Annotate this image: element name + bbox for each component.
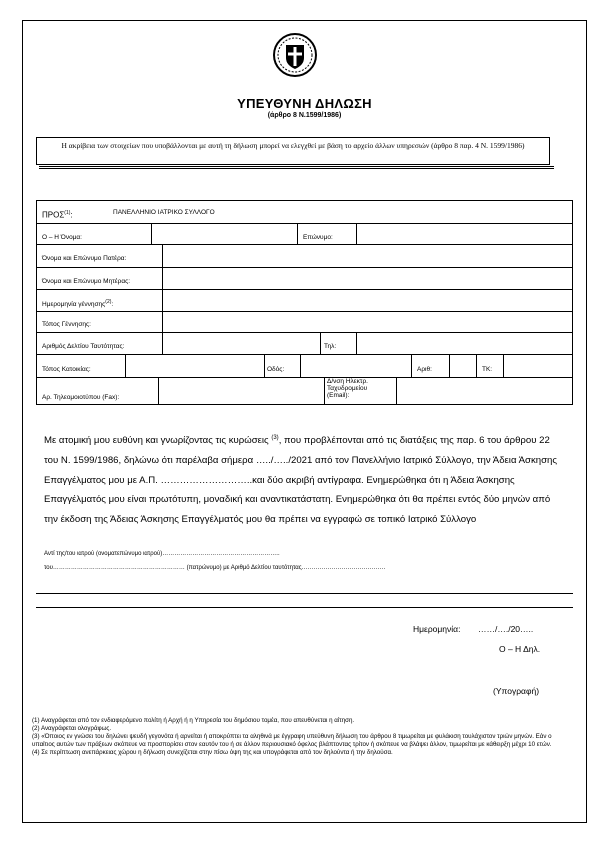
greek-coat-of-arms-icon xyxy=(272,32,318,78)
signature-divider-top xyxy=(36,593,573,594)
accuracy-notice-text: Η ακρίβεια των στοιχείων που υποβάλλονται με αυτή τη δήλωση μπορεί να ελεγχθεί με βάση το αρχείο άλλων υπηρεσιών (άρθρο 8 παρ. 4 Ν. 1599/1986) xyxy=(61,141,525,150)
physician-father-id-line: του………………………………………………………… (πατρώνυμο) με Αριθμό Δελτίου ταυτότητας…………………………………… xyxy=(44,565,386,571)
to-value: ΠΑΝΕΛΛΗΝΙΟ ΙΑΤΡΙΚΟ ΣΥΛΛΟΓΟ xyxy=(113,209,215,216)
signature-label: (Υπογραφή) xyxy=(493,686,540,696)
declarant-label: Ο – Η Δηλ. xyxy=(499,644,541,654)
accuracy-notice xyxy=(36,137,550,165)
father-name-label: Όνομα και Επώνυμο Πατέρα: xyxy=(42,255,127,262)
surname-label: Επώνυμο: xyxy=(303,234,333,241)
fax-label: Αρ. Τηλεομοιοτύπου (Fax): xyxy=(42,394,120,401)
signature-divider-bottom xyxy=(36,607,573,608)
footnotes xyxy=(32,717,572,757)
footnote-2: (2) Αναγράφεται ολογράφως. xyxy=(32,725,112,732)
footnote-4: (4) Σε περίπτωση ανεπάρκειας χώρου η δήλωση συνεχίζεται στην πίσω όψη της και υπογράφεται από τον δηλούντα ή την δηλούσα. xyxy=(32,749,393,756)
street-label: Οδός: xyxy=(267,366,285,373)
footnote-3: (3) «Όποιος εν γνώσει του δηλώνει ψευδή γεγονότα ή αρνείται ή αποκρύπτει τα αληθινά με έγγραφη υπεύθυνη δήλωση του άρθρου 8 τιμωρείται με φυλάκιση τουλάχιστον τριών μηνών. Εάν ο υπαίτιος αυτών των πράξεων σκόπευε να προσπορίσει στον εαυτόν του ή σε άλλον περιουσιακό όφελος βλάπτοντας τρίτον ή σκόπευε να βλάψει άλλον, τιμωρείται με κάθειρξη μέχρι 10 ετών. xyxy=(32,733,552,748)
date-label: Ημερομηνία: xyxy=(413,624,461,634)
birthplace-label: Τόπος Γέννησης: xyxy=(42,321,91,328)
residence-label: Τόπος Κατοικίας: xyxy=(42,366,91,373)
footnote-1: (1) Αναγράφεται από τον ενδιαφερόμενο πολίτη ή Αρχή ή η Υπηρεσία του δημόσιου τομέα, που απευθύνεται η αίτηση. xyxy=(32,717,355,724)
document-title: ΥΠΕΥΘΥΝΗ ΔΗΛΩΣΗ xyxy=(237,96,372,111)
email-label: Δ/νση Ηλεκτρ. Ταχυδρομείου (Email): xyxy=(327,378,368,399)
personal-details-table xyxy=(36,200,573,405)
name-label: Ο – Η Όνομα: xyxy=(42,234,82,241)
date-value: ……/…./20….. xyxy=(478,624,534,634)
to-label: ΠΡΟΣ$^{(1)}$: xyxy=(42,210,73,220)
street-number-label: Αριθ: xyxy=(417,366,432,373)
document-subtitle: (άρθρο 8 Ν.1599/1986) xyxy=(267,112,342,119)
physician-name-line: Αντί της/του ιατρού (ονοματεπώνυμο ιατρού)………………………………………………….. xyxy=(44,551,280,557)
declaration-text: Με ατομική μου ευθύνη και γνωρίζοντας τις κυρώσεις $^{(3)}$, που προβλέπονται από τις διατάξεις της παρ. 6 του άρθρου 22 του Ν. 1599/1986, δηλώνω ότι παρέλαβα σήμερα …../…../2021 από τον Πανελλήνιο Ιατρικό Σύλλογο, την Άδεια Άσκησης Επαγγέλματος μου με Α.Π. ………………………..και δύο ακριβή αντίγραφα. Ενημερώθηκα ότι η Άδεια Άσκησης Επαγγέλματός μου είναι πρωτότυπη, μοναδική και αναντικατάστατη. Ενημερώθηκα ότι θα πρέπει εντός δύο μηνών από την έκδοση της Άδειας Άσκησης Επαγγέλματός μου θα πρέπει να εγγραφώ σε τοπικό Ιατρικό Σύλλογο xyxy=(44,435,557,525)
phone-label: Τηλ: xyxy=(324,343,337,350)
id-number-label: Αριθμός Δελτίου Ταυτότητας: xyxy=(42,343,125,350)
birth-date-label: Ημερομηνία γέννησης$^{(2)}$: xyxy=(42,299,114,309)
mother-name-label: Όνομα και Επώνυμο Μητέρας: xyxy=(42,278,131,285)
postal-code-label: ΤΚ: xyxy=(482,366,493,373)
